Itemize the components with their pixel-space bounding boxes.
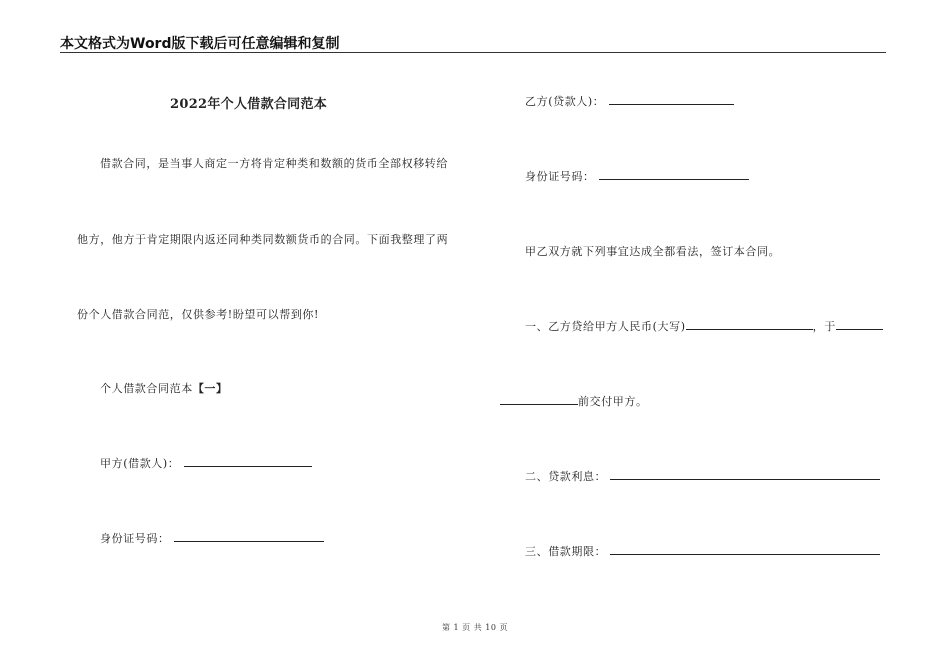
document-title: 2022年个人借款合同范本 — [170, 97, 328, 112]
item2-blank[interactable] — [610, 469, 880, 480]
id-b-label: 身份证号码： — [525, 170, 595, 183]
id-a-row — [100, 530, 324, 546]
item1-cont-row — [500, 393, 648, 409]
item2-label: 二、贷款利息： — [525, 470, 607, 483]
party-a-row — [100, 455, 312, 471]
item2-row — [525, 468, 880, 484]
id-a-label: 身份证号码： — [100, 532, 170, 545]
item1-amount-blank[interactable] — [686, 319, 813, 330]
party-a-label: 甲方(借款人)： — [100, 457, 180, 470]
section-heading — [100, 380, 228, 396]
intro-line-2: 他方，他方于肯定期限内返还同种类同数额货币的合同。下面我整理了两 — [77, 233, 449, 246]
item3-label: 三、借款期限： — [525, 545, 607, 558]
item1-at-label: ，于 — [812, 320, 836, 333]
header-rule — [60, 52, 886, 53]
party-b-row — [525, 93, 734, 109]
item1-date-blank[interactable] — [836, 319, 883, 330]
item3-blank[interactable] — [610, 544, 880, 555]
page-footer: 第 1 页 共 10 页 — [442, 623, 508, 632]
section-heading-mark: 【一】 — [192, 382, 228, 395]
item1-label: 一、乙方贷给甲方人民币(大写) — [525, 320, 686, 333]
page-header: 本文格式为Word版下载后可任意编辑和复制 — [60, 36, 340, 52]
id-a-blank[interactable] — [174, 531, 324, 542]
item1-row — [525, 318, 883, 334]
item3-row — [525, 543, 880, 559]
party-a-blank[interactable] — [184, 456, 312, 467]
item1-deadline-blank[interactable] — [500, 394, 578, 405]
section-heading-text: 个人借款合同范本 — [100, 382, 193, 395]
party-b-label: 乙方(贷款人)： — [525, 95, 605, 108]
agreement-line: 甲乙双方就下列事宜达成全都看法，签订本合同。 — [525, 245, 781, 258]
party-b-blank[interactable] — [609, 94, 734, 105]
id-b-row — [525, 168, 749, 184]
intro-line-3: 份个人借款合同范，仅供参考!盼望可以帮到你! — [77, 308, 320, 321]
id-b-blank[interactable] — [599, 169, 749, 180]
item1-cont-label: 前交付甲方。 — [578, 395, 648, 408]
intro-line-1: 借款合同，是当事人商定一方将肯定种类和数额的货币全部权移转给 — [100, 157, 448, 170]
